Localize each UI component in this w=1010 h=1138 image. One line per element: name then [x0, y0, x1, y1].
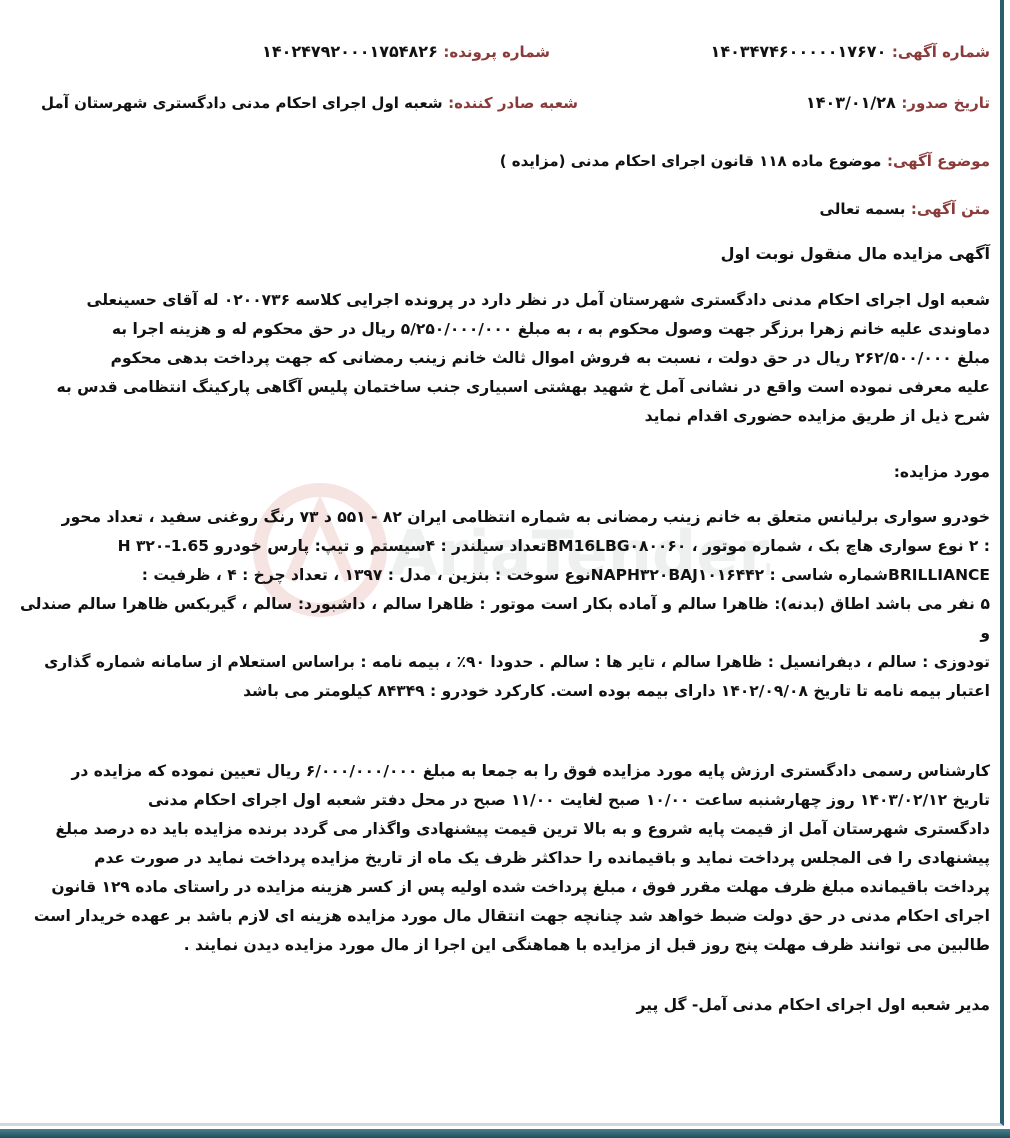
subject-value: موضوع ماده ۱۱۸ قانون اجرای احکام مدنی (مزایده ) — [499, 152, 882, 170]
intro-line: علیه معرفی نموده است واقع در نشانی آمل خ شهید بهشتی اسبیاری جنب ساختمان پلیس آگاهی پارکینگ انتظامی قدس به — [56, 378, 990, 396]
intro-line: شرح ذیل از طریق مزایده حضوری اقدام نماید — [644, 407, 990, 425]
intro-paragraph — [20, 286, 990, 431]
item-heading: مورد مزایده: — [893, 463, 990, 481]
bottom-scrollbar[interactable] — [0, 1129, 1010, 1138]
intro-line: دماوندی علیه خانم زهرا برزگر جهت وصول محکوم به ، به مبلغ ۵/۲۵۰/۰۰۰/۰۰۰ ریال در حق محکوم له و هزینه اجرا به — [111, 320, 990, 338]
item-line: تودوزی : سالم ، دیفرانسیل : ظاهرا سالم ، تایر ها : سالم . حدودا ۹۰٪ ، بیمه نامه : براساس استعلام از سامانه شماره گذاری — [44, 653, 990, 671]
intro-line: مبلغ ۲۶۲/۵۰۰/۰۰۰ ریال در حق دولت ، نسبت به فروش اموال ثالث خانم زینب رمضانی که جهت پرداخت بدهی محکوم — [110, 349, 990, 367]
text-value: بسمه تعالی — [819, 200, 906, 218]
item-line: ۵ نفر می باشد اطاق (بدنه): ظاهرا سالم و آماده بکار است موتور : ظاهرا سالم ، داشبورد: سالم ، گیربکس ظاهرا سالم صندلی و — [20, 595, 990, 642]
intro-line: شعبه اول اجرای احکام مدنی دادگستری شهرستان آمل در نظر دارد در پرونده اجرایی کلاسه ۰۲۰۰۷۳۶ له آقای حسینعلی — [86, 291, 990, 309]
expert-line: اجرای احکام مدنی در حق دولت ضبط خواهد شد چنانچه جهت انتقال مال مورد مزایده هزینه ای لازم باشد بر عهده خریدار است — [33, 907, 990, 925]
expert-line: پرداخت باقیمانده مبلغ ظرف مهلت مقرر فوق ، مبلغ پرداخت شده اولیه پس از کسر هزینه مزایده در راستای ماده ۱۲۹ قانون — [51, 878, 990, 896]
issuer-label: شعبه صادر کننده: — [448, 94, 578, 112]
expert-line: طالبین می توانند ظرف مهلت پنج روز قبل از مزایده با هماهنگی این اجرا از مال مورد مزایده دیدن نمایند . — [183, 936, 990, 954]
case-number-value: ۱۴۰۲۴۷۹۲۰۰۰۱۷۵۴۸۲۶ — [262, 42, 438, 61]
signature: مدیر شعبه اول اجرای احکام مدنی آمل- گل پیر — [636, 996, 990, 1014]
item-paragraph — [20, 503, 990, 706]
subject-row — [500, 151, 990, 170]
expert-line: دادگستری شهرستان آمل از قیمت پایه شروع و به بالا ترین قیمت پیشنهادی واگذار می گردد برنده مزایده باید ده درصد مبلغ — [55, 820, 990, 838]
expert-line: پیشنهادی را فی المجلس پرداخت نماید و باقیمانده را حداکثر ظرف یک ماه از تاریخ مزایده پرداخت نماید در صورت عدم — [94, 849, 990, 867]
auction-title: آگهی مزایده مال منقول نوبت اول — [720, 244, 990, 263]
item-line: اعتبار بیمه نامه تا تاریخ ۱۴۰۲/۰۹/۰۸ دارای بیمه بوده است. کارکرد خودرو : ۸۴۳۴۹ کیلومتر می باشد — [243, 682, 990, 700]
expert-line: تاریخ ۱۴۰۳/۰۲/۱۲ روز چهارشنبه ساعت ۱۰/۰۰ صبح لغایت ۱۱/۰۰ صبح در محل دفتر شعبه اول اجرای احکام مدنی — [148, 791, 990, 809]
item-line: خودرو سواری برلیانس متعلق به خانم زینب رمضانی به شماره انتظامی ایران ۸۲ - ۵۵۱ د ۷۳ رنگ روغنی سفید ، تعداد محور — [61, 508, 990, 526]
text-row — [820, 199, 990, 218]
issue-date-label: تاریخ صدور: — [901, 94, 990, 112]
expert-paragraph — [20, 757, 990, 960]
ad-number-value: ۱۴۰۳۴۷۴۶۰۰۰۰۰۱۷۶۷۰ — [710, 42, 887, 61]
issuer-row — [41, 93, 578, 112]
ad-number-label: شماره آگهی: — [891, 43, 990, 61]
issue-date-value: ۱۴۰۳/۰۱/۲۸ — [805, 93, 896, 112]
case-number-row — [262, 42, 550, 61]
item-line: : ۲ نوع سواری هاچ بک ، شماره موتور ، BM16LBG۰۸۰۰۶۰تعداد سیلندر : ۴سیستم و تیپ: پارس خودرو H ۳۲۰-1.65 — [117, 537, 990, 555]
item-line: BRILLIANCEشماره شاسی : NAPH۳۲۰BAJ۱۰۱۶۴۴۲نوع سوخت : بنزین ، مدل : ۱۳۹۷ ، تعداد چرخ : ۴ ، ظرفیت : — [141, 566, 990, 584]
ad-number-row — [711, 42, 990, 61]
text-label: متن آگهی: — [910, 200, 990, 218]
subject-label: موضوع آگهی: — [886, 152, 990, 170]
issuer-value: شعبه اول اجرای احکام مدنی دادگستری شهرستان آمل — [41, 94, 443, 112]
watermark-text: AriaTender — [390, 517, 761, 590]
issue-date-row — [806, 93, 990, 112]
expert-line: کارشناس رسمی دادگستری ارزش پایه مورد مزایده فوق را به جمعا به مبلغ ۶/۰۰۰/۰۰۰/۰۰۰ ریال تعیین نموده که مزایده در — [71, 762, 990, 780]
case-number-label: شماره پرونده: — [443, 43, 550, 61]
